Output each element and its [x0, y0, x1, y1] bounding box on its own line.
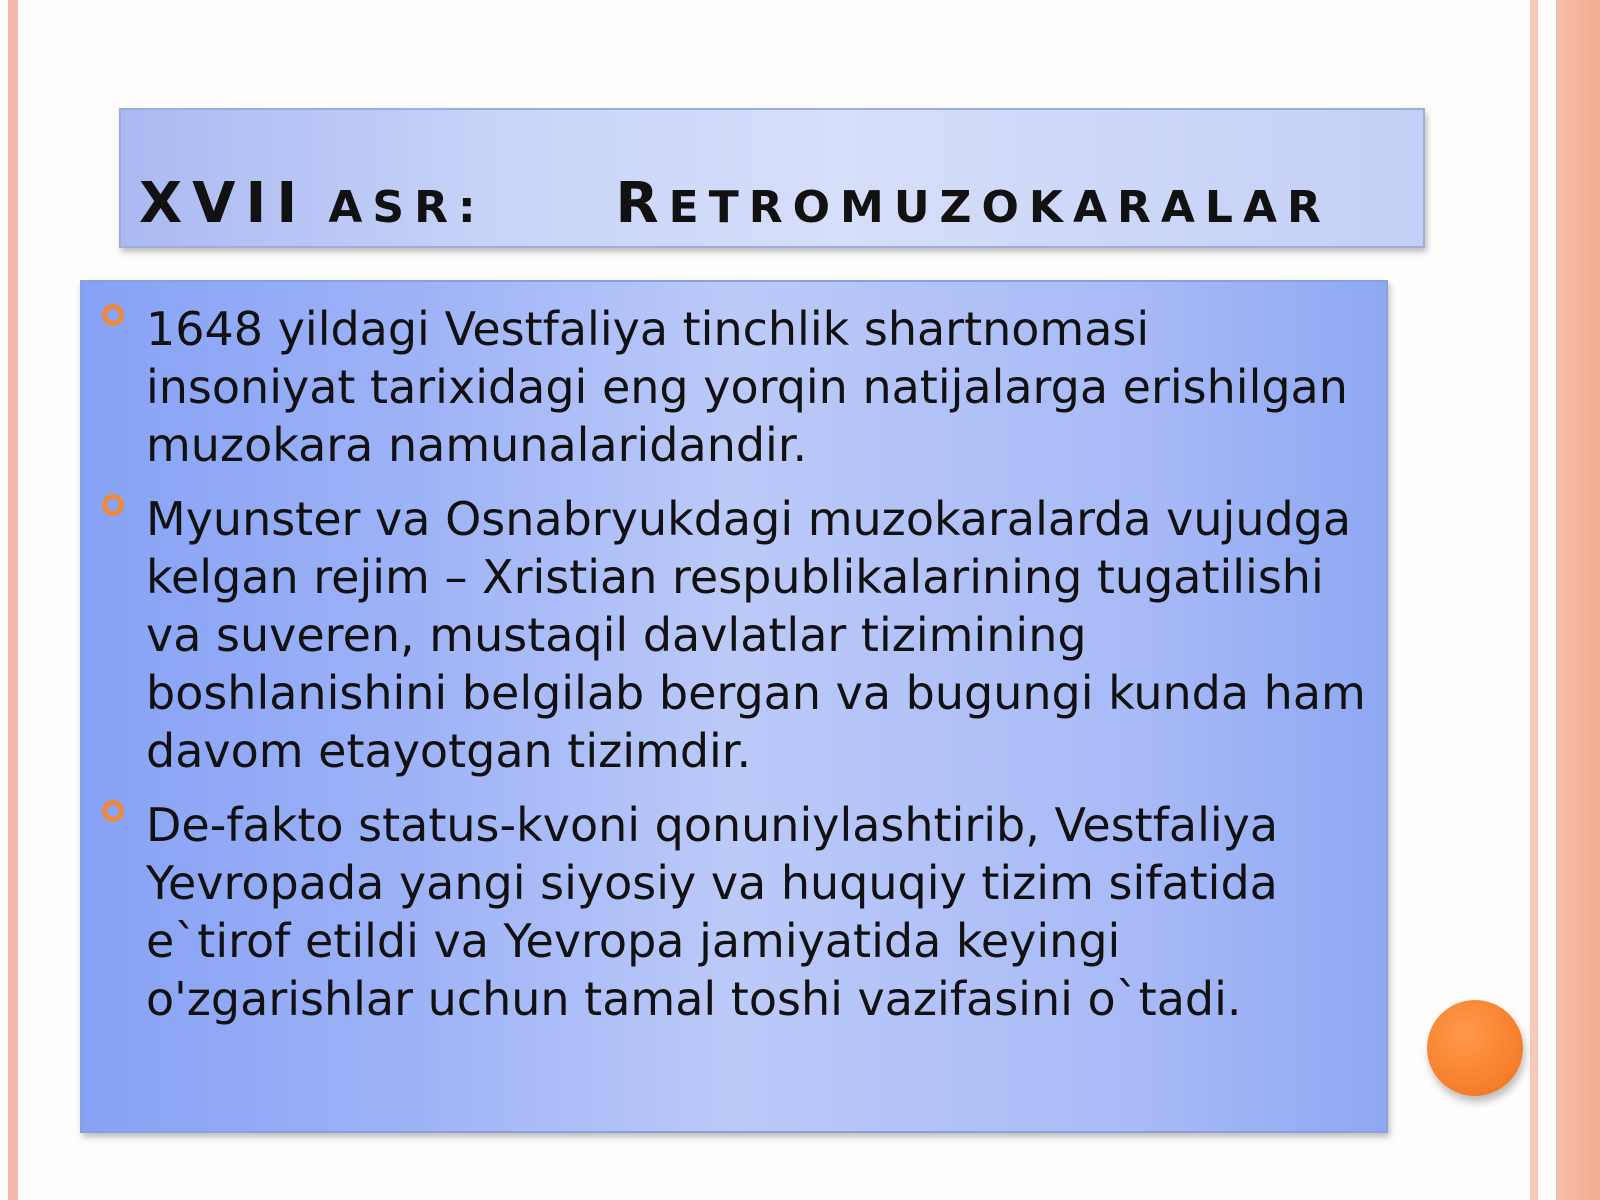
right-border-band — [1556, 0, 1600, 1200]
bullet-list — [82, 282, 1386, 1028]
title-roman-numeral: XVII — [139, 171, 308, 236]
bullet-text: Myunster va Osnabryukdagi muzokaralarda vujudga kelgan rejim – Xristian respublikalarining tugatilishi va suveren, mustaqil davlatlar tizimining boshlanishini belgilab bergan va bugungi kunda ham davom etayotgan tizimdir. — [146, 492, 1366, 778]
ring-bullet-icon — [102, 800, 124, 822]
bullet-item — [146, 490, 1366, 780]
left-border-bar — [8, 0, 18, 1200]
orange-circle-decoration — [1427, 1000, 1523, 1096]
bullet-text: De-fakto status-kvoni qonuniylashtirib, Vestfaliya Yevropada yangi siyosiy va huquqiy tizim sifatida e`tirof etildi va Yevropa jamiyatida keyingi o'zgarishlar uchun tamal toshi vazifasini o`tadi. — [146, 798, 1279, 1026]
title-box — [119, 108, 1425, 248]
right-border-stripe — [1530, 0, 1538, 1200]
title-initial: R — [615, 171, 669, 236]
bullet-item — [146, 796, 1366, 1028]
content-box — [80, 280, 1388, 1133]
bullet-text: 1648 yildagi Vestfaliya tinchlik shartnomasi insoniyat tarixidagi eng yorqin natijalarga erishilgan muzokara namunalaridandir. — [146, 302, 1348, 472]
title-rest: ETROMUZOKARALAR — [668, 182, 1331, 233]
ring-bullet-icon — [102, 304, 124, 326]
ring-bullet-icon — [102, 494, 124, 516]
bullet-item — [146, 300, 1366, 474]
slide-title — [139, 171, 1331, 236]
title-asr: ASR: — [328, 182, 486, 233]
